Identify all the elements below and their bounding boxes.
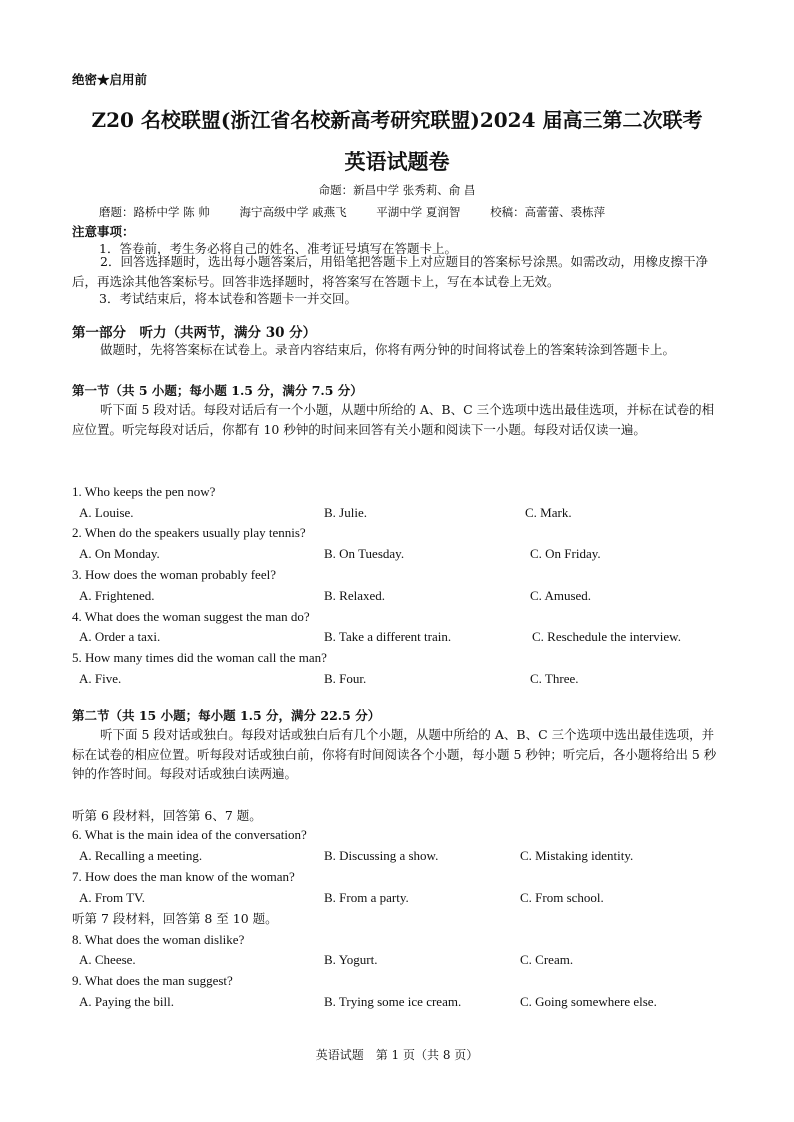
reviewer-1: 磨题：路桥中学 陈 帅	[99, 205, 210, 219]
section1-heading: 第一节（共 5 小题；每小题 1.5 分，满分 7.5 分）	[72, 383, 363, 398]
reviewer-4: 校稿：高蕾蕾、裘栋萍	[490, 205, 606, 219]
question-5: 5. How many times did the woman call the man?	[72, 650, 327, 665]
page-footer: 英语试题 第 1 页（共 8 页）	[315, 1048, 479, 1062]
q1-option-b: B. Julie.	[324, 505, 367, 520]
q7-option-b: B. From a party.	[324, 890, 409, 905]
q2-option-b: B. On Tuesday.	[324, 546, 405, 561]
q5-option-b: B. Four.	[324, 671, 367, 686]
q6-option-b: B. Discussing a show.	[324, 848, 439, 863]
question-1: 1. Who keeps the pen now?	[72, 484, 216, 499]
q2-option-c: C. On Friday.	[530, 546, 601, 561]
q7-option-a: A. From TV.	[79, 890, 145, 905]
notes-title: 注意事项：	[72, 224, 135, 239]
q3-option-c: C. Amused.	[530, 588, 592, 603]
q7-option-c: C. From school.	[520, 890, 604, 905]
q6-option-a: A. Recalling a meeting.	[79, 848, 203, 863]
reviewer-3: 平湖中学 夏润智	[376, 205, 461, 219]
question-7: 7. How does the man know of the woman?	[72, 869, 295, 884]
confidential-mark: 绝密★启用前	[72, 72, 148, 87]
q4-option-b: B. Take a different train.	[324, 629, 452, 644]
part1-intro: 做题时，先将答案标在试卷上。录音内容结束后，你将有两分钟的时间将试卷上的答案转涂到答题卡上。	[100, 342, 676, 357]
part1-heading: 第一部分 听力（共两节，满分 30 分）	[72, 325, 317, 341]
q5-option-c: C. Three.	[530, 671, 579, 686]
q3-option-b: B. Relaxed.	[324, 588, 386, 603]
q4-option-a: A. Order a taxi.	[79, 629, 161, 644]
note-item-1: 1．答卷前，考生务必将自己的姓名、准考证号填写在答题卡上。	[99, 241, 457, 256]
q1-option-c: C. Mark.	[525, 505, 572, 520]
q9-option-c: C. Going somewhere else.	[520, 994, 657, 1009]
exam-title: Z20 名校联盟(浙江省名校新高考研究联盟)2024 届高三第二次联考	[91, 108, 703, 132]
q8-option-b: B. Yogurt.	[324, 952, 378, 967]
q8-option-c: C. Cream.	[520, 952, 574, 967]
q9-option-a: A. Paying the bill.	[79, 994, 174, 1009]
reviewers-line	[99, 204, 631, 220]
question-9: 9. What does the man suggest?	[72, 973, 233, 988]
material-6-instruction: 听第 6 段材料，回答第 6、7 题。	[72, 808, 262, 823]
section1-intro: 听下面 5 段对话。每段对话后有一个小题，从题中所给的 A、B、C 三个选项中选出最佳选项，并标在试卷的相应位置。听完每段对话后，你都有 10 秒钟的时间来回答有关小题和阅读下一小题。每段对话仅读一遍。	[72, 402, 715, 437]
note-item-3: 3．考试结束后，将本试卷和答题卡一并交回。	[99, 291, 357, 306]
reviewer-2: 海宁高级中学 戚燕飞	[239, 205, 347, 219]
q3-option-a: A. Frightened.	[79, 588, 155, 603]
section2-heading: 第二节（共 15 小题；每小题 1.5 分，满分 22.5 分）	[72, 708, 381, 723]
q9-option-b: B. Trying some ice cream.	[324, 994, 462, 1009]
exam-subtitle: 英语试题卷	[344, 149, 450, 174]
question-4: 4. What does the woman suggest the man do?	[72, 609, 310, 624]
q2-option-a: A. On Monday.	[79, 546, 160, 561]
q6-option-c: C. Mistaking identity.	[520, 848, 634, 863]
q8-option-a: A. Cheese.	[79, 952, 136, 967]
section2-intro: 听下面 5 段对话或独白。每段对话或独白后有几个小题，从题中所给的 A、B、C 三个选项中选出最佳选项，并标在试卷的相应位置。听每段对话或独白前，你将有时间阅读各个小题，每小题 5 秒钟；听完后，各小题将给出 5 秒钟的作答时间。每段对话或独白读两遍。	[72, 727, 717, 781]
question-8: 8. What does the woman dislike?	[72, 932, 245, 947]
q1-option-a: A. Louise.	[79, 505, 134, 520]
question-3: 3. How does the woman probably feel?	[72, 567, 276, 582]
q4-option-c: C. Reschedule the interview.	[532, 629, 681, 644]
question-2: 2. When do the speakers usually play tennis?	[72, 525, 306, 540]
note-item-2: 2．回答选择题时，选出每小题答案后，用铅笔把答题卡上对应题目的答案标号涂黑。如需改动，用橡皮擦干净后，再选涂其他答案标号。回答非选择题时，将答案写在答题卡上，写在本试卷上无效。	[72, 254, 708, 289]
material-7-instruction: 听第 7 段材料，回答第 8 至 10 题。	[72, 911, 278, 926]
q5-option-a: A. Five.	[79, 671, 122, 686]
authors-line: 命题：新昌中学 张秀莉、俞 昌	[318, 183, 476, 197]
question-6: 6. What is the main idea of the conversation?	[72, 827, 307, 842]
